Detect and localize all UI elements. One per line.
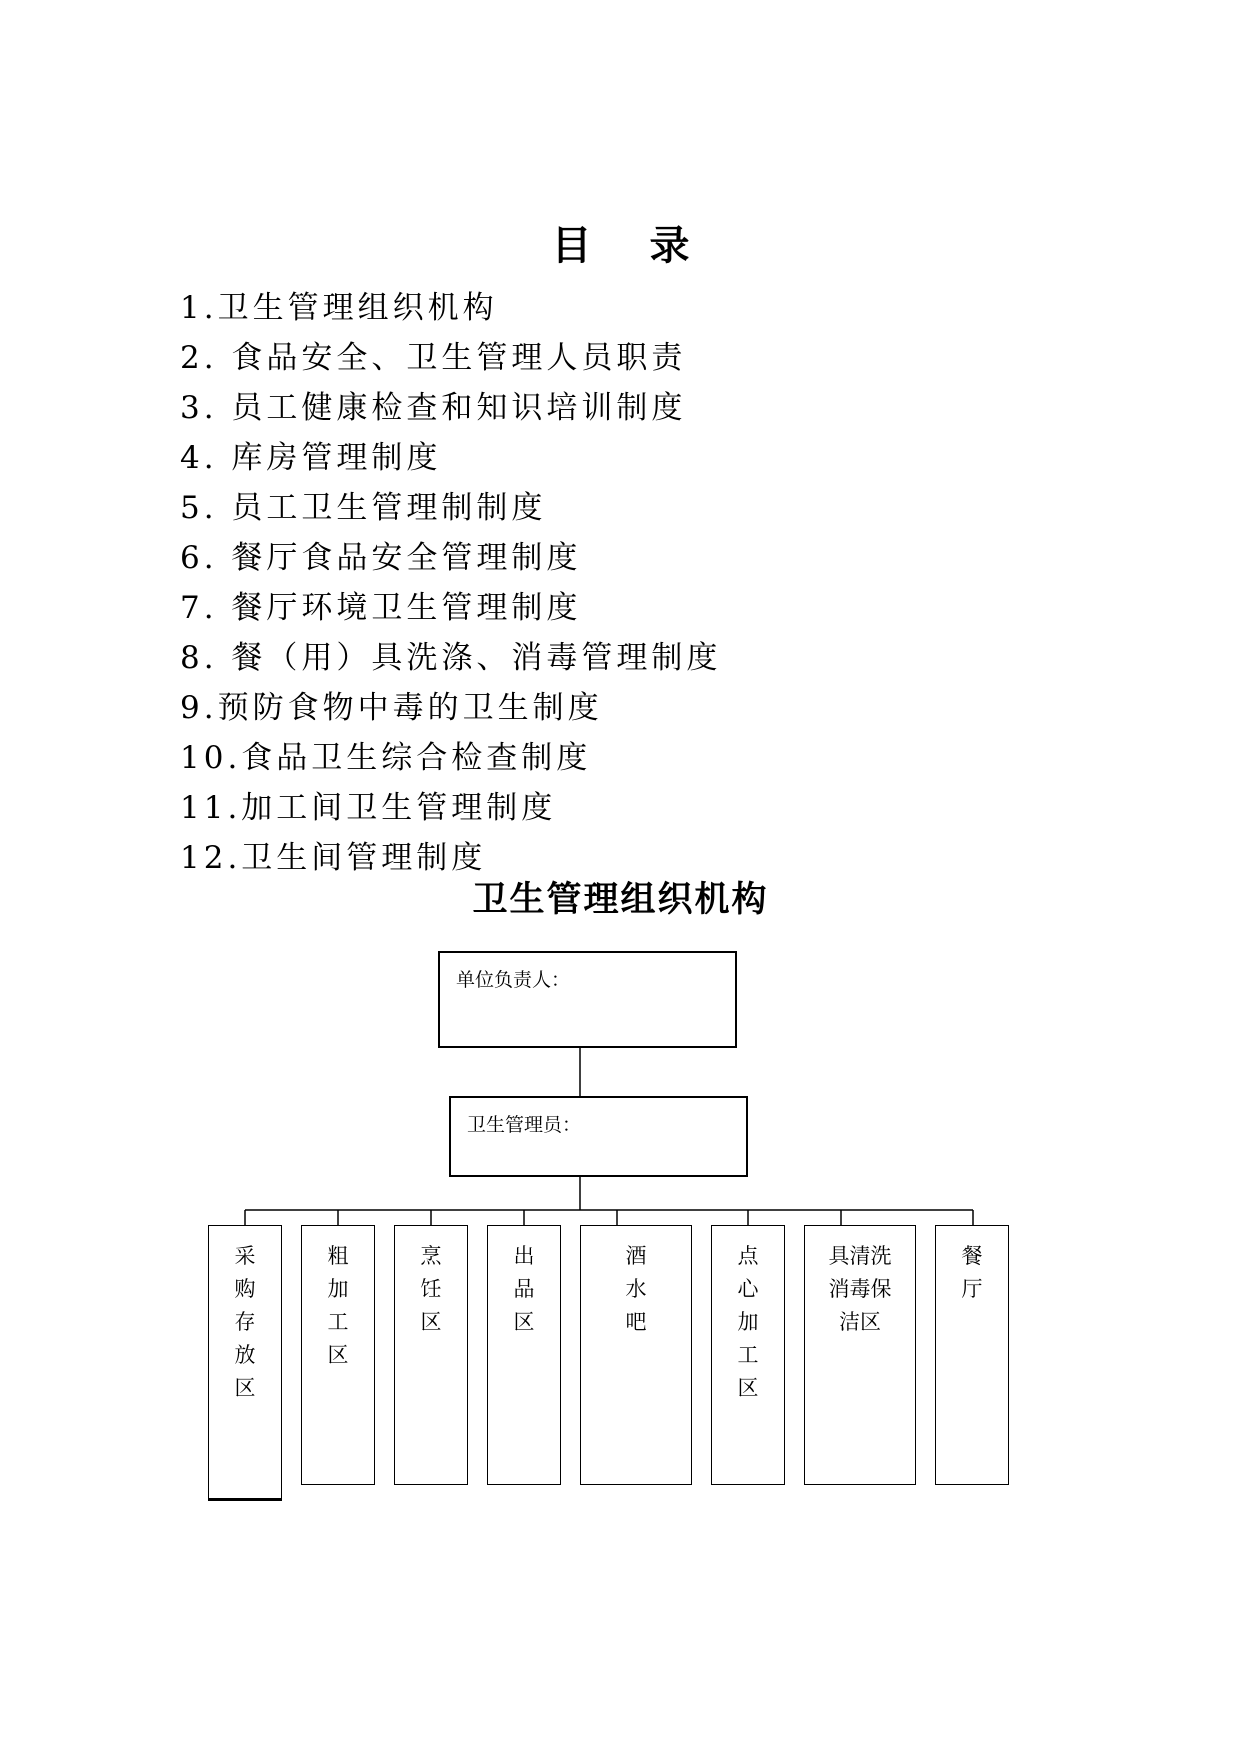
department-label: 酒水吧: [625, 1244, 647, 1334]
toc-item: 7. 餐厅环境卫生管理制度: [180, 590, 582, 626]
org-chart-title: 卫生管理组织机构: [472, 880, 769, 920]
department-box: [711, 1225, 785, 1485]
department-label: 采购存放区: [234, 1244, 256, 1400]
department-label: 烹饪区: [420, 1244, 442, 1334]
department-box: [301, 1225, 375, 1485]
toc-item: 8. 餐（用）具洗涤、消毒管理制度: [180, 640, 722, 676]
toc-item: 5. 员工卫生管理制制度: [180, 490, 547, 526]
toc-item: 12.卫生间管理制度: [180, 840, 487, 876]
toc-item: 11.加工间卫生管理制度: [180, 790, 557, 826]
department-label: 点心加工区: [737, 1244, 759, 1400]
toc-item: 4. 库房管理制度: [180, 440, 442, 476]
toc-title: 目 录: [551, 223, 712, 269]
toc-item: 6. 餐厅食品安全管理制度: [180, 540, 582, 576]
department-label: 具清洗消毒保洁区: [828, 1244, 892, 1334]
department-box: [208, 1225, 282, 1501]
toc-item: 2. 食品安全、卫生管理人员职责: [180, 340, 687, 376]
manager-box: [449, 1096, 748, 1177]
department-box: [935, 1225, 1009, 1485]
head-box: [438, 951, 737, 1048]
head-label: 单位负责人：: [456, 969, 571, 991]
department-label: 出品区: [513, 1244, 535, 1334]
department-box: [580, 1225, 692, 1485]
department-label: 粗加工区: [327, 1244, 349, 1367]
toc-item: 1.卫生管理组织机构: [180, 290, 498, 326]
department-box: [394, 1225, 468, 1485]
toc-item: 3. 员工健康检查和知识培训制度: [180, 390, 687, 426]
department-box: [487, 1225, 561, 1485]
manager-label: 卫生管理员：: [467, 1114, 582, 1136]
toc-item: 9.预防食物中毒的卫生制度: [180, 690, 603, 726]
department-box: [804, 1225, 916, 1485]
toc-item: 10.食品卫生综合检查制度: [180, 740, 592, 776]
department-label: 餐厅: [961, 1244, 983, 1301]
